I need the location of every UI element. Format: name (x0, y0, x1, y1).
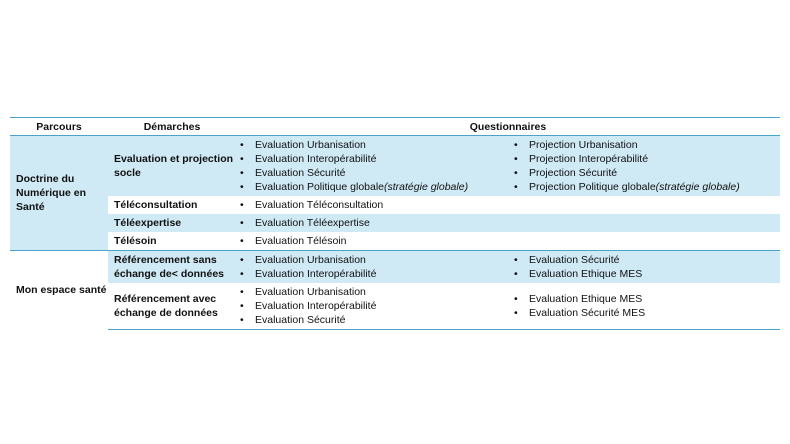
parcours-doctrine: Doctrine du Numérique en Santé (10, 136, 108, 251)
questionnaire-list (238, 251, 512, 283)
table-row (10, 283, 780, 330)
list-item (512, 180, 780, 194)
list-item-note: (stratégie globale) (655, 181, 740, 193)
parcours-mon-espace-sante: Mon espace santé (10, 251, 108, 330)
demarche-cell: Référencement sans échange de< données (108, 251, 236, 284)
list-item: • Evaluation Sécurité MES (512, 306, 780, 320)
questionnaire-list (238, 136, 512, 196)
list-item: • Evaluation Urbanisation (238, 253, 512, 267)
list-item: • Evaluation Sécurité (238, 166, 512, 180)
table-row (10, 251, 780, 284)
header-questionnaires: Questionnaires (236, 118, 780, 136)
list-item: • Evaluation Ethique MES (512, 267, 780, 281)
list-item: • Evaluation Interopérabilité (238, 299, 512, 313)
demarche-cell: Téléexpertise (108, 214, 236, 232)
questionnaire-list (238, 196, 512, 214)
questionnaires-table (10, 117, 780, 330)
list-item: • Projection Urbanisation (512, 138, 780, 152)
list-item: • Evaluation Téléexpertise (238, 216, 512, 230)
list-item: • Evaluation Télésoin (238, 234, 512, 248)
demarche-cell: Référencement avec échange de données (108, 283, 236, 330)
questionnaire-list (512, 251, 780, 283)
header-row (10, 118, 780, 136)
table-row (10, 214, 780, 232)
demarche-cell: Evaluation et projection socle (108, 136, 236, 197)
header-parcours: Parcours (10, 118, 108, 136)
questionnaire-list (238, 283, 512, 329)
list-item: • Projection Interopérabilité (512, 152, 780, 166)
list-item: • Evaluation Ethique MES (512, 292, 780, 306)
list-item: • Evaluation Interopérabilité (238, 152, 512, 166)
list-item: • Evaluation Sécurité (238, 313, 512, 327)
questionnaire-list (238, 214, 512, 232)
list-item: • Evaluation Interopérabilité (238, 267, 512, 281)
questionnaire-list (512, 136, 780, 196)
header-demarches: Démarches (108, 118, 236, 136)
demarche-cell: Téléconsultation (108, 196, 236, 214)
list-item-text: Projection Politique globale (529, 181, 656, 193)
list-item: • Evaluation Urbanisation (238, 285, 512, 299)
list-item (238, 180, 512, 194)
questionnaire-list (512, 290, 780, 322)
table-row (10, 232, 780, 251)
list-item: • Evaluation Urbanisation (238, 138, 512, 152)
list-item-text: Evaluation Politique globale (255, 181, 385, 193)
demarche-cell: Télésoin (108, 232, 236, 251)
questionnaire-list (238, 232, 512, 250)
table-row (10, 196, 780, 214)
list-item: • Projection Sécurité (512, 166, 780, 180)
list-item: • Evaluation Sécurité (512, 253, 780, 267)
list-item: • Evaluation Téléconsultation (238, 198, 512, 212)
table-row (10, 136, 780, 197)
list-item-note: (stratégie globale) (384, 181, 469, 193)
